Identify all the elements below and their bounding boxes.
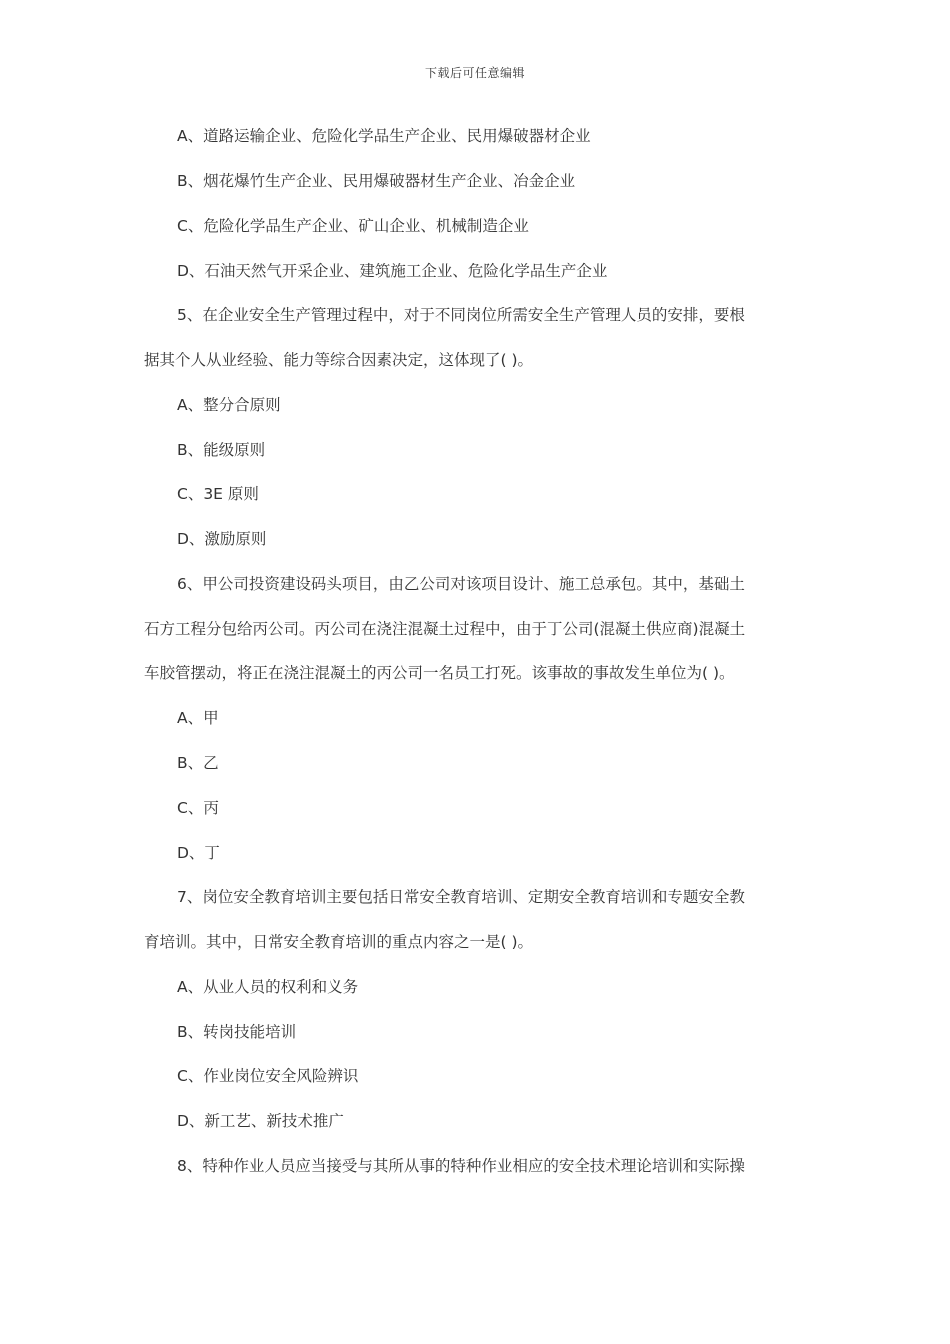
question-line: 8、特种作业人员应当接受与其所从事的特种作业相应的安全技术理论培训和实际操 (177, 1157, 745, 1175)
option-line: A、整分合原则 (177, 396, 281, 414)
option-line: A、甲 (177, 709, 219, 727)
page-header: 下载后可任意编辑 (424, 66, 525, 80)
option-line: C、丙 (177, 799, 219, 817)
question-line: 育培训。其中，日常安全教育培训的重点内容之一是( )。 (144, 933, 534, 951)
question-line: 6、甲公司投资建设码头项目，由乙公司对该项目设计、施工总承包。其中，基础土 (177, 575, 745, 593)
option-line: C、作业岗位安全风险辨识 (177, 1067, 359, 1085)
option-line: C、危险化学品生产企业、矿山企业、机械制造企业 (177, 217, 529, 235)
option-line: A、道路运输企业、危险化学品生产企业、民用爆破器材企业 (177, 127, 591, 145)
option-line: D、丁 (177, 844, 220, 862)
option-line: D、激励原则 (177, 530, 267, 548)
question-line: 5、在企业安全生产管理过程中，对于不同岗位所需安全生产管理人员的安排，要根 (177, 306, 745, 324)
option-line: B、转岗技能培训 (177, 1023, 297, 1041)
option-line: D、石油天然气开采企业、建筑施工企业、危险化学品生产企业 (177, 262, 608, 280)
option-line: C、3E 原则 (177, 485, 259, 503)
option-line: D、新工艺、新技术推广 (177, 1112, 344, 1130)
question-line: 据其个人从业经验、能力等综合因素决定，这体现了( )。 (144, 351, 534, 369)
question-line: 7、岗位安全教育培训主要包括日常安全教育培训、定期安全教育培训和专题安全教 (177, 888, 745, 906)
option-line: A、从业人员的权利和义务 (177, 978, 359, 996)
option-line: B、烟花爆竹生产企业、民用爆破器材生产企业、冶金企业 (177, 172, 576, 190)
option-line: B、乙 (177, 754, 219, 772)
question-line: 车胶管摆动，将正在浇注混凝土的丙公司一名员工打死。该事故的事故发生单位为( )。 (144, 664, 735, 682)
option-line: B、能级原则 (177, 441, 266, 459)
question-line: 石方工程分包给丙公司。丙公司在浇注混凝土过程中，由于丁公司(混凝土供应商)混凝土 (144, 620, 746, 638)
